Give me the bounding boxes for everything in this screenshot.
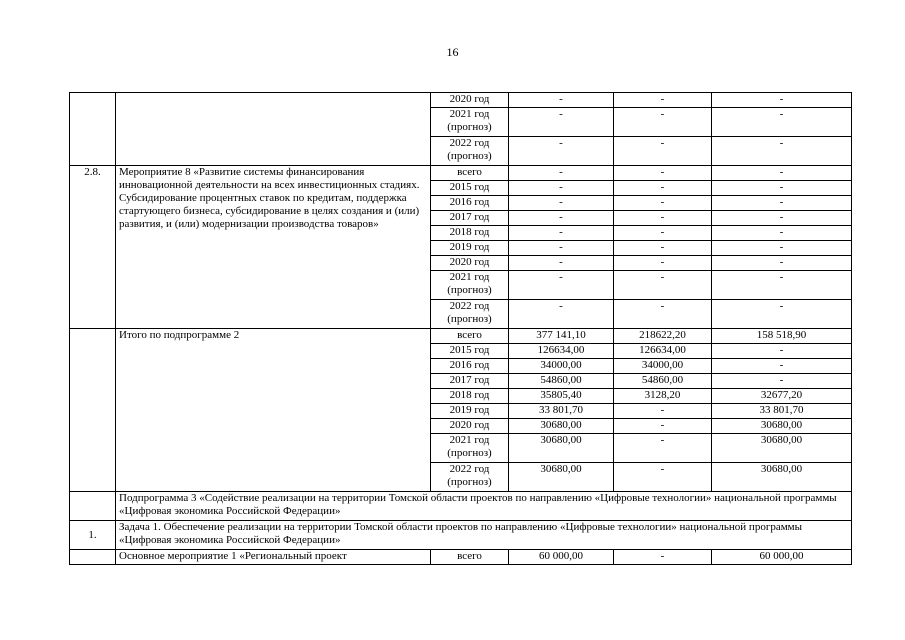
year-cell: 2020 год	[431, 419, 509, 434]
value-regional-cell: -	[712, 374, 852, 389]
value-federal-cell: -	[614, 271, 712, 300]
year-cell: 2015 год	[431, 181, 509, 196]
year-cell: 2018 год	[431, 226, 509, 241]
value-regional-cell: -	[712, 256, 852, 271]
year-cell: 2020 год	[431, 93, 509, 108]
year-cell: 2016 год	[431, 359, 509, 374]
value-federal-cell: 126634,00	[614, 344, 712, 359]
value-total-cell: -	[509, 93, 614, 108]
value-total-cell: -	[509, 181, 614, 196]
value-federal-cell: -	[614, 550, 712, 565]
value-regional-cell: -	[712, 300, 852, 329]
value-regional-cell: -	[712, 93, 852, 108]
subprogram-title-cell: Подпрограмма 3 «Содействие реализации на территории Томской области проектов по направлению «Цифровые технологии» национальной программы «Цифровая экономика Российской Федерации»	[116, 492, 852, 521]
value-regional-cell: -	[712, 166, 852, 181]
value-federal-cell: 218622,20	[614, 329, 712, 344]
year-cell: 2021 год (прогноз)	[431, 434, 509, 463]
row-number-cell: 2.8.	[70, 166, 116, 329]
value-regional-cell: 60 000,00	[712, 550, 852, 565]
table-row	[70, 492, 852, 521]
value-federal-cell: -	[614, 300, 712, 329]
year-cell: всего	[431, 550, 509, 565]
year-cell: 2022 год (прогноз)	[431, 300, 509, 329]
row-number-cell	[70, 329, 116, 492]
table-row	[70, 166, 852, 181]
value-regional-cell: 30680,00	[712, 419, 852, 434]
year-cell: 2017 год	[431, 374, 509, 389]
value-regional-cell: 158 518,90	[712, 329, 852, 344]
value-regional-cell: -	[712, 241, 852, 256]
value-federal-cell: -	[614, 108, 712, 137]
value-total-cell: -	[509, 256, 614, 271]
value-regional-cell: 32677,20	[712, 389, 852, 404]
value-regional-cell: -	[712, 196, 852, 211]
value-regional-cell: -	[712, 108, 852, 137]
subtotal-title-cell: Итого по подпрограмме 2	[116, 329, 431, 492]
value-federal-cell: -	[614, 226, 712, 241]
value-federal-cell: -	[614, 434, 712, 463]
value-total-cell: 30680,00	[509, 463, 614, 492]
value-regional-cell: -	[712, 181, 852, 196]
value-total-cell: 30680,00	[509, 419, 614, 434]
value-federal-cell: -	[614, 166, 712, 181]
value-regional-cell: -	[712, 344, 852, 359]
row-number-cell	[70, 550, 116, 565]
year-cell: 2022 год (прогноз)	[431, 137, 509, 166]
task-title-cell: Задача 1. Обеспечение реализации на территории Томской области проектов по направлению «Цифровые технологии» национальной программы «Цифровая экономика Российской Федерации»	[116, 521, 852, 550]
value-total-cell: -	[509, 226, 614, 241]
value-regional-cell: 33 801,70	[712, 404, 852, 419]
value-federal-cell: -	[614, 196, 712, 211]
value-federal-cell: -	[614, 404, 712, 419]
value-total-cell: -	[509, 300, 614, 329]
value-regional-cell: -	[712, 271, 852, 300]
value-total-cell: -	[509, 241, 614, 256]
value-regional-cell: -	[712, 226, 852, 241]
year-cell: всего	[431, 166, 509, 181]
value-regional-cell: 30680,00	[712, 463, 852, 492]
row-number-cell: 1.	[70, 521, 116, 550]
year-cell: 2021 год (прогноз)	[431, 271, 509, 300]
activity-title-cell: Мероприятие 8 «Развитие системы финансирования инновационной деятельности на всех инвестиционных стадиях. Субсидирование процентных ставок по кредитам, поддержка стартующего бизнеса, субсидирование в целях создания и (или) развития, и (или) модернизации производства товаров»	[116, 166, 431, 329]
year-cell: 2020 год	[431, 256, 509, 271]
year-cell: 2022 год (прогноз)	[431, 463, 509, 492]
value-regional-cell: -	[712, 137, 852, 166]
value-regional-cell: 30680,00	[712, 434, 852, 463]
page-number: 16	[446, 45, 459, 59]
value-federal-cell: -	[614, 241, 712, 256]
table-row	[70, 93, 852, 108]
table-row	[70, 329, 852, 344]
value-federal-cell: 54860,00	[614, 374, 712, 389]
value-total-cell: 33 801,70	[509, 404, 614, 419]
year-cell: 2019 год	[431, 404, 509, 419]
table-row	[70, 521, 852, 550]
table-row	[70, 550, 852, 565]
value-total-cell: -	[509, 271, 614, 300]
value-total-cell: 30680,00	[509, 434, 614, 463]
value-total-cell: -	[509, 166, 614, 181]
value-federal-cell: -	[614, 463, 712, 492]
main-activity-title-cell: Основное мероприятие 1 «Региональный проект	[116, 550, 431, 565]
year-cell: 2016 год	[431, 196, 509, 211]
value-federal-cell: 3128,20	[614, 389, 712, 404]
value-total-cell: -	[509, 108, 614, 137]
description-cell	[116, 93, 431, 166]
year-cell: 2021 год (прогноз)	[431, 108, 509, 137]
budget-table	[69, 92, 852, 565]
year-cell: 2018 год	[431, 389, 509, 404]
year-cell: 2019 год	[431, 241, 509, 256]
year-cell: всего	[431, 329, 509, 344]
value-federal-cell: -	[614, 211, 712, 226]
value-regional-cell: -	[712, 359, 852, 374]
value-total-cell: 126634,00	[509, 344, 614, 359]
value-regional-cell: -	[712, 211, 852, 226]
row-number-cell	[70, 492, 116, 521]
value-federal-cell: -	[614, 419, 712, 434]
value-total-cell: 35805,40	[509, 389, 614, 404]
value-federal-cell: 34000,00	[614, 359, 712, 374]
row-number-cell	[70, 93, 116, 166]
year-cell: 2015 год	[431, 344, 509, 359]
value-total-cell: 377 141,10	[509, 329, 614, 344]
value-total-cell: -	[509, 211, 614, 226]
value-total-cell: 60 000,00	[509, 550, 614, 565]
value-federal-cell: -	[614, 256, 712, 271]
value-total-cell: 34000,00	[509, 359, 614, 374]
value-federal-cell: -	[614, 137, 712, 166]
value-total-cell: 54860,00	[509, 374, 614, 389]
value-federal-cell: -	[614, 181, 712, 196]
year-cell: 2017 год	[431, 211, 509, 226]
value-total-cell: -	[509, 137, 614, 166]
value-total-cell: -	[509, 196, 614, 211]
value-federal-cell: -	[614, 93, 712, 108]
